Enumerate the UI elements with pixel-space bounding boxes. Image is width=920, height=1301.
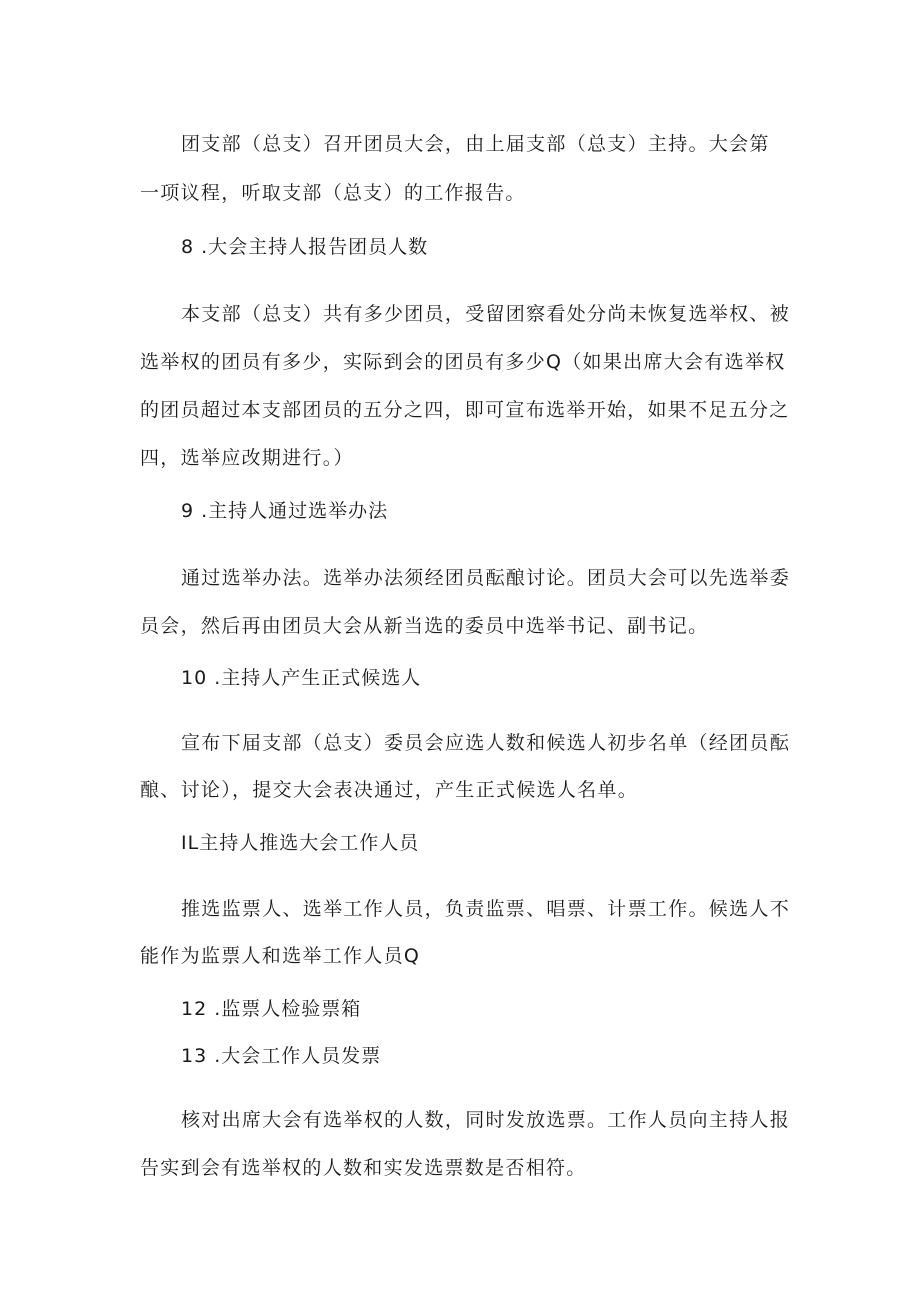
paragraph-3-line-1: 通过选举办法。选举办法须经团员酝酿讨论。团员大会可以先选举委 [181, 567, 791, 589]
paragraph-2-line-2: 选举权的团员有多少，实际到会的团员有多少Q（如果出席大会有选举权 [140, 351, 786, 373]
heading-12: 12 .监票人检验票箱 [181, 998, 362, 1020]
paragraph-4-line-1: 宣布下届支部（总支）委员会应选人数和候选人初步名单（经团员酝 [181, 732, 791, 754]
paragraph-5-line-2: 能作为监票人和选举工作人员Q [140, 945, 421, 967]
paragraph-2-line-4: 四，选举应改期进行。） [140, 447, 354, 469]
paragraph-1-line-2: 一项议程，听取支部（总支）的工作报告。 [140, 182, 526, 204]
paragraph-2-line-1: 本支部（总支）共有多少团员，受留团察看处分尚未恢复选举权、被 [181, 303, 791, 325]
paragraph-6-line-1: 核对出席大会有选举权的人数，同时发放选票。工作人员向主持人报 [181, 1109, 791, 1131]
paragraph-6-line-2: 告实到会有选举权的人数和实发选票数是否相符。 [140, 1157, 587, 1179]
paragraph-1-line-1: 团支部（总支）召开团员大会，由上届支部（总支）主持。大会第 [181, 133, 770, 155]
heading-10: 10 .主持人产生正式候选人 [181, 667, 422, 689]
paragraph-3-line-2: 员会，然后再由团员大会从新当选的委员中选举书记、副书记。 [140, 615, 709, 637]
heading-13: 13 .大会工作人员发票 [181, 1045, 382, 1067]
paragraph-5-line-1: 推选监票人、选举工作人员，负责监票、唱票、计票工作。候选人不 [181, 898, 791, 920]
paragraph-4-line-2: 酿、讨论），提交大会表决通过，产生正式候选人名单。 [140, 779, 639, 801]
heading-11: IL主持人推选大会工作人员 [181, 832, 420, 854]
paragraph-2-line-3: 的团员超过本支部团员的五分之四，即可宣布选举开始，如果不足五分之 [140, 399, 790, 421]
heading-9: 9 .主持人通过选举办法 [181, 500, 389, 522]
heading-8: 8 .大会主持人报告团员人数 [181, 236, 429, 258]
